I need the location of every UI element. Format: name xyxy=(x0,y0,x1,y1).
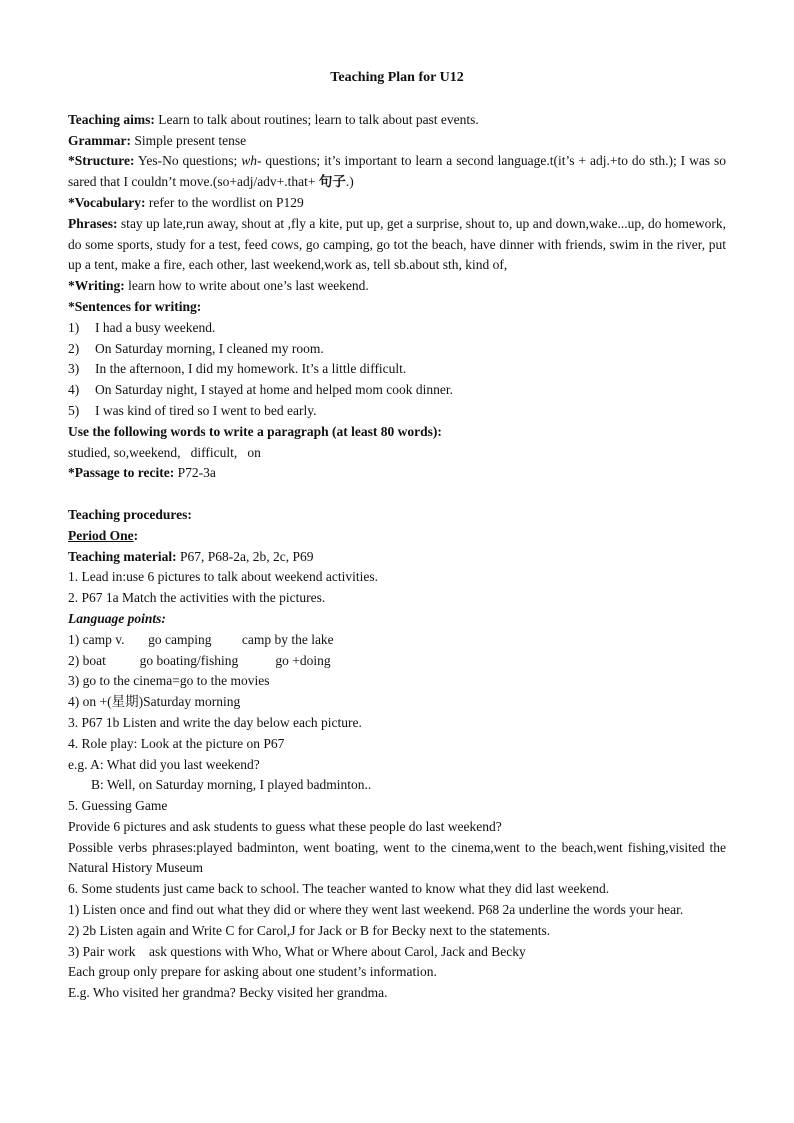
sentences-heading: *Sentences for writing: xyxy=(68,298,202,314)
sentence-item: 5) I was kind of tired so I went to bed early. xyxy=(68,402,317,418)
teaching-material: Teaching material: P67, P68-2a, 2b, 2c, P69 xyxy=(68,548,314,564)
vocabulary: *Vocabulary: refer to the wordlist on P129 xyxy=(68,194,304,210)
possible-phrases: Possible verbs phrases:played badminton, went boating, went to the cinema,went to the beach,went fishing,visited the Natural History Museum xyxy=(68,839,726,876)
example-line: e.g. A: What did you last weekend? xyxy=(68,756,260,772)
pair-work: 3) Pair work ask questions with Who, What or Where about Carol, Jack and Becky xyxy=(68,943,526,959)
sentence-item: 3) In the afternoon, I did my homework. It’s a little difficult. xyxy=(68,361,407,377)
language-points-heading: Language points: xyxy=(68,610,166,626)
spacer xyxy=(68,484,726,505)
example-line: E.g. Who visited her grandma? Becky visited her grandma. xyxy=(68,985,388,1001)
step-item: 1. Lead in:use 6 pictures to talk about weekend activities. xyxy=(68,569,379,585)
structure: *Structure: Yes-No questions; wh- questions; it’s important to learn a second language.t(it’s + adj.+to do sth.); I was so sared that I couldn’t move.(so+adj/adv+.that+ 句子.) xyxy=(68,153,727,190)
teaching-aims: Teaching aims: Learn to talk about routines; learn to talk about past events. xyxy=(68,111,479,127)
grammar: Grammar: Simple present tense xyxy=(68,132,247,148)
language-point: 2) boat go boating/fishing go +doing xyxy=(68,652,331,668)
step-item: 5. Guessing Game xyxy=(68,798,168,814)
writing: *Writing: learn how to write about one’s last weekend. xyxy=(68,278,369,294)
procedures-heading: Teaching procedures: xyxy=(68,506,192,522)
group-note: Each group only prepare for asking about one student’s information. xyxy=(68,964,437,980)
period-heading: Period One: xyxy=(68,527,139,543)
passage-to-recite: *Passage to recite: P72-3a xyxy=(68,465,216,481)
example-line: B: Well, on Saturday morning, I played badminton.. xyxy=(91,777,372,793)
listen-once: 1) Listen once and find out what they did or where they went last weekend. P68 2a underline the words your hear. xyxy=(68,902,684,918)
language-point: 3) go to the cinema=go to the movies xyxy=(68,673,270,689)
step-item: 6. Some students just came back to school. The teacher wanted to know what they did last weekend. xyxy=(68,881,610,897)
page-title: Teaching Plan for U12 xyxy=(330,70,464,85)
phrases: Phrases: stay up late,run away, shout at ,fly a kite, put up, get a surprise, shout to, up and down,wake...up, do homework, do some sports, study for a test, feed cows, go camping, go tot the beach, have dinner with friends, swim in the river, put up a tent, make a fire, each other, last weekend,work as, tell sb.about sth, kind of, xyxy=(68,215,726,273)
use-words-heading: Use the following words to write a paragraph (at least 80 words): xyxy=(68,423,442,439)
language-point: 4) on +(星期)Saturday morning xyxy=(68,694,241,710)
step-item: 2. P67 1a Match the activities with the pictures. xyxy=(68,590,326,606)
use-words: studied, so,weekend, difficult, on xyxy=(68,444,261,460)
guess-text: Provide 6 pictures and ask students to guess what these people do last weekend? xyxy=(68,818,502,834)
step-item: 3. P67 1b Listen and write the day below each picture. xyxy=(68,714,362,730)
document-page xyxy=(68,68,726,1004)
sentence-item: 4) On Saturday night, I stayed at home and helped mom cook dinner. xyxy=(68,382,454,398)
sentence-item: 2) On Saturday morning, I cleaned my room. xyxy=(68,340,324,356)
language-point: 1) camp v. go camping camp by the lake xyxy=(68,631,334,647)
step-item: 4. Role play: Look at the picture on P67 xyxy=(68,735,285,751)
listen-again: 2) 2b Listen again and Write C for Carol,J for Jack or B for Becky next to the statements. xyxy=(68,922,551,938)
sentence-item: 1) I had a busy weekend. xyxy=(68,319,216,335)
